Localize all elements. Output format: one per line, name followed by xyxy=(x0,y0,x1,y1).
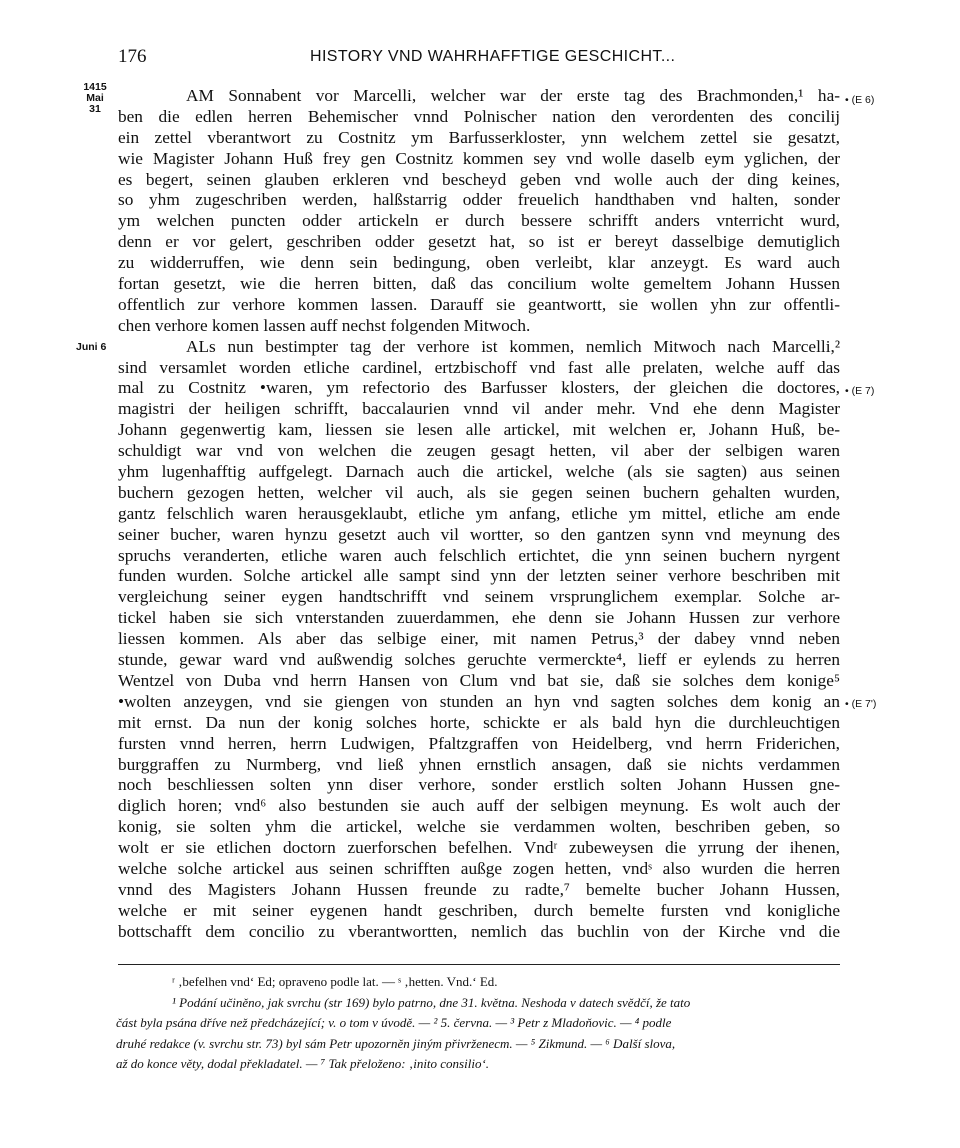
running-title: HISTORY VND WAHRHAFFTIGE GESCHICHT... xyxy=(310,48,676,65)
text-line: burggraffen zu Nurmberg, vnd ließ yhnen ernstlich ansagen, daß sie nichts verdammen xyxy=(118,754,840,774)
text-line: vnnd des Magisters Johann Hussen freunde zu radte,⁷ bemelte bucher Johann Hussen, xyxy=(118,879,840,899)
text-line: noch beschliessen solten ynn diser verhore, sonder erstlich solten Johann Hussen gne- xyxy=(118,775,840,795)
margin-ref-e6: • (E 6) xyxy=(845,94,875,106)
text-line: wolt er sie etlichen doctorn zuerforschen befelhen. Vndʳ zubeweysen die yrrung der ihenen, xyxy=(118,838,840,858)
text-line: mit ernst. Da nun der konig solches horte, schickte er als bald hyn die durchleuchtigen xyxy=(118,712,840,732)
text-line: denn er vor gelert, geschriben odder gesetzt hat, so ist er bereyt dasselbige demutiglich xyxy=(118,232,840,252)
page-number: 176 xyxy=(118,46,147,67)
text-line: gantz felschlich waren herausgeklaubt, etliche ym anfang, etliche ym mittel, etliche am ende xyxy=(118,503,840,523)
margin-note-june: Juni 6 xyxy=(76,341,107,353)
main-text xyxy=(118,86,840,943)
text-line: sind versamlet worden etliche cardinel, ertzbischoff vnd fast alle prelaten, welche auff das xyxy=(118,357,840,377)
text-line: AM Sonnabent vor Marcelli, welcher war der erste tag des Brachmonden,¹ ha- xyxy=(186,86,840,105)
text-line: ALs nun bestimpter tag der verhore ist kommen, nemlich Mitwoch nach Marcelli,² xyxy=(186,336,840,356)
text-line: mal zu Costnitz •waren, ym refectorio des Barfusser klosters, der gleichen die doctores, xyxy=(118,378,840,398)
text-line: zu widderruffen, wie denn sein bedingung, oben verleibt, klar anzeygt. Es ward auch xyxy=(118,253,840,273)
text-line: ym welchen puncten odder artickeln er durch bessere schrifft anders vnterricht wurd, xyxy=(118,211,840,231)
text-line: magistri der heiligen schrifft, baccalaurien vnnd vil ander mehr. Vnd ehe denn Magister xyxy=(118,399,840,419)
margin-ref-e7: • (E 7) xyxy=(845,385,875,397)
text-line: Johann gegenwertig kam, liessen sie lesen alle artickel, mit welchen er, Johann Huß, be- xyxy=(118,420,840,440)
text-line: fursten vnnd herren, herrn Ludwigen, Pfaltzgraffen von Heidelberg, vnd herrn Friderichen, xyxy=(118,733,840,753)
margin-note-year xyxy=(80,82,110,115)
text-line: Wentzel von Duba vnd herrn Hansen von Clum vnd bat sie, daß sie solches dem konige⁵ xyxy=(118,670,840,690)
text-line: tickel haben sie sich vnterstanden zuuerdammen, ehe denn sie Johann Hussen zur verhore xyxy=(118,608,840,628)
text-line: stunde, gewar ward vnd außwendig solches geruchte vermerckte⁴, lieff er eylends zu herren xyxy=(118,650,840,670)
text-line: chen verhore komen lassen auff nechst folgenden Mitwoch. xyxy=(118,315,531,335)
text-line: offentlich zur verhore kommen lassen. Darauff sie geantwortt, sie wollen yhn zur offentli- xyxy=(118,294,840,314)
margin-ref-e7-prime: • (E 7') xyxy=(845,698,877,710)
text-line: vergleichung seiner eygen handtschrifft vnd seinem vrsprunglichem exemplar. Solche ar- xyxy=(118,587,840,607)
text-line: spruchs veranderten, etliche waren auch felschlich ertichtet, die ynn seinen buchern nyrgent xyxy=(118,545,840,565)
text-line: schuldigt war vnd von welchen die zeugen gesagt hetten, vil aber der selbigen waren xyxy=(118,441,840,461)
text-line: konig, sie solten yhm die artickel, welche sie verdammen wolten, beschriben geben, so xyxy=(118,817,840,837)
text-line: ben die edlen herren Behemischer vnnd Polnischer nation den verordenten des concilij xyxy=(118,106,840,126)
footnote-line: ¹ Podání učiněno, jak svrchu (str 169) bylo patrno, dne 31. května. Neshoda v datech svědčí, že tato xyxy=(172,994,691,1010)
text-line: buchern gezogen hetten, welcher vil auch, als sie gegen seinen buchern gehalten wurden, xyxy=(118,482,840,502)
text-line: welche solche artickel aus seinen schrifften außge zogen hetten, vndˢ also wurden die herren xyxy=(118,858,840,878)
text-line: ein zettel vberantwort zu Costnitz ym Barfusserkloster, ynn welchem zettel sie gesatzt, xyxy=(118,127,840,147)
footnote-line: druhé redakce (v. svrchu str. 73) byl sám Petr upozorněn jiným přivrženecm. — ⁵ Zikmund. — ⁶ Další slova, xyxy=(116,1035,676,1051)
text-line: liessen kommen. Als aber das selbige einer, mit namen Petrus,³ der dabey vnnd neben xyxy=(118,629,840,649)
footnotes xyxy=(116,972,840,1075)
text-line: diglich horen; vnd⁶ also bestunden sie auch auff der selbigen meynung. Es wolt auch der xyxy=(118,796,840,816)
text-line: fortan gesetzt, wie die herren bitten, daß das concilium wolte gemeltem Johann Hussen xyxy=(118,274,840,294)
text-line: welche er mit seiner eygenen handt geschriben, durch bemelte fursten vnd konigliche xyxy=(118,900,840,920)
text-line: so yhm zugeschriben werden, halßstarrig odder freuelich handthaben vnd halten, sonder xyxy=(118,190,840,210)
footnote-line: ʳ ‚befelhen vnd‘ Ed; opraveno podle lat. — ˢ ‚hetten. Vnd.‘ Ed. xyxy=(172,974,498,989)
footnote-divider xyxy=(118,964,840,965)
margin-note-year-value: 1415 xyxy=(83,81,107,93)
text-line: seiner bucher, waren hynzu gesetzt auch vil wortter, so den gantzen synn vnd meynung des xyxy=(118,524,840,544)
text-line: bottschafft dem concilio zu vberantwortten, nemlich das buchlin von der Kirche vnd die xyxy=(118,921,840,941)
margin-note-date: Mai 31 xyxy=(86,92,104,115)
text-line: es begert, seinen glauben erkleren vnd bescheyd geben vnd wolle auch der ding keines, xyxy=(118,169,840,189)
footnote-line: část byla psána dříve než předcházející; v. o tom v úvodě. — ² 5. června. — ³ Petr z Mladoňovic. — ⁴ podle xyxy=(116,1015,672,1030)
text-line: wie Magister Johann Huß frey gen Costnitz kommen sey vnd wolle daselb eym yglichen, der xyxy=(118,148,840,168)
text-line: •wolten anzeygen, vnd sie giengen von stunden an hyn vnd sagten solches dem konig an xyxy=(118,691,840,711)
text-line: yhm lugenhafftig auffgelegt. Darnach auch die artickel, welche (als sie sagten) aus seinen xyxy=(118,462,840,482)
text-line: funden wurden. Solche artickel alle sampt sind ynn der letzten seiner verhore beschriben mit xyxy=(118,566,840,586)
footnote-line: až do konce věty, dodal překladatel. — ⁷ Tak přeloženo: ‚inito consilio‘. xyxy=(116,1056,490,1071)
